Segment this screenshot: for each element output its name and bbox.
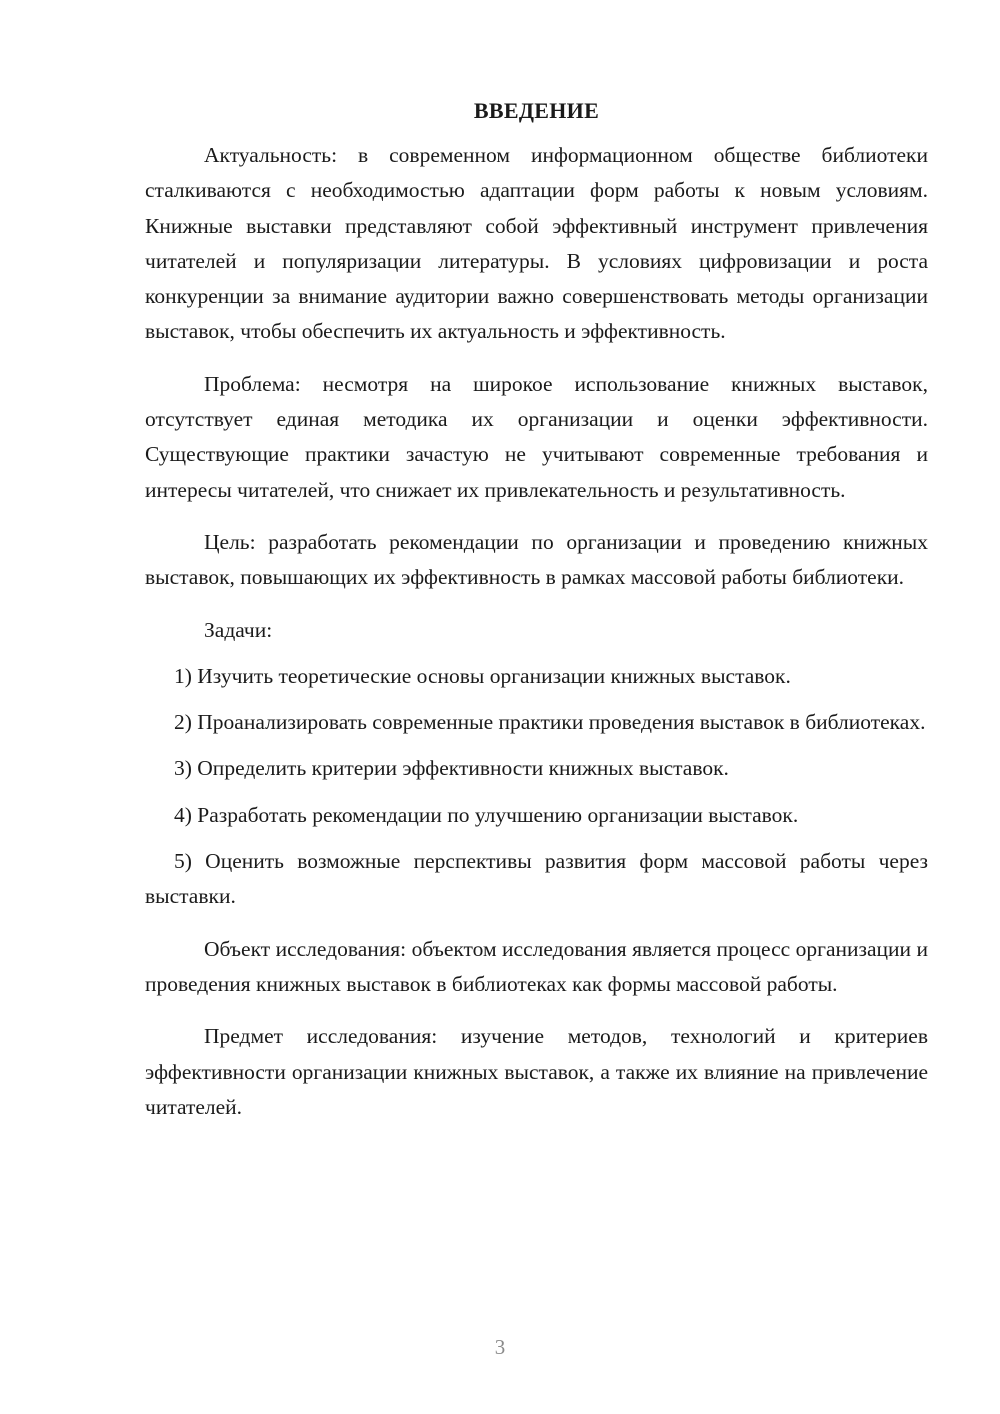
relevance-paragraph: Актуальность: в современном информационном обществе библиотеки сталкиваются с необходимостью адаптации форм работы к новым условиям. Книжные выставки представляют собой эффективный инструмент привлечения читателей и популяризации литературы. В условиях цифровизации и роста конкуренции за внимание аудитории важно совершенствовать методы организации выставок, чтобы обеспечить их актуальность и эффективность. (145, 143, 928, 344)
task-item-4: 4) Разработать рекомендации по улучшению организации выставок. (174, 802, 799, 827)
task-item-5: 5) Оценить возможные перспективы развития форм массовой работы через выставки. (145, 849, 928, 909)
task-item-3: 3) Определить критерии эффективности книжных выставок. (174, 756, 729, 781)
tasks-label: Задачи: (204, 617, 273, 642)
object-paragraph: Объект исследования: объектом исследования является процесс организации и проведения книжных выставок в библиотеках как формы массовой работы. (145, 936, 928, 996)
subject-paragraph: Предмет исследования: изучение методов, технологий и критериев эффективности организации книжных выставок, а также их влияние на привлечение читателей. (145, 1024, 928, 1119)
task-item-2: 2) Проанализировать современные практики проведения выставок в библиотеках. (174, 710, 926, 735)
page-number: 3 (494, 1335, 506, 1359)
goal-paragraph: Цель: разработать рекомендации по организации и проведению книжных выставок, повышающих их эффективность в рамках массовой работы библиотеки. (145, 529, 928, 590)
task-item-1: 1) Изучить теоретические основы организации книжных выставок. (174, 663, 791, 688)
problem-paragraph: Проблема: несмотря на широкое использование книжных выставок, отсутствует единая методика их организации и оценки эффективности. Существующие практики зачастую не учитывают современные требования и интересы читателей, что снижает их привлекательность и результативность. (145, 371, 928, 502)
page-content (145, 96, 928, 1125)
tasks-list (145, 659, 928, 915)
section-heading: ВВЕДЕНИЕ (473, 98, 600, 123)
